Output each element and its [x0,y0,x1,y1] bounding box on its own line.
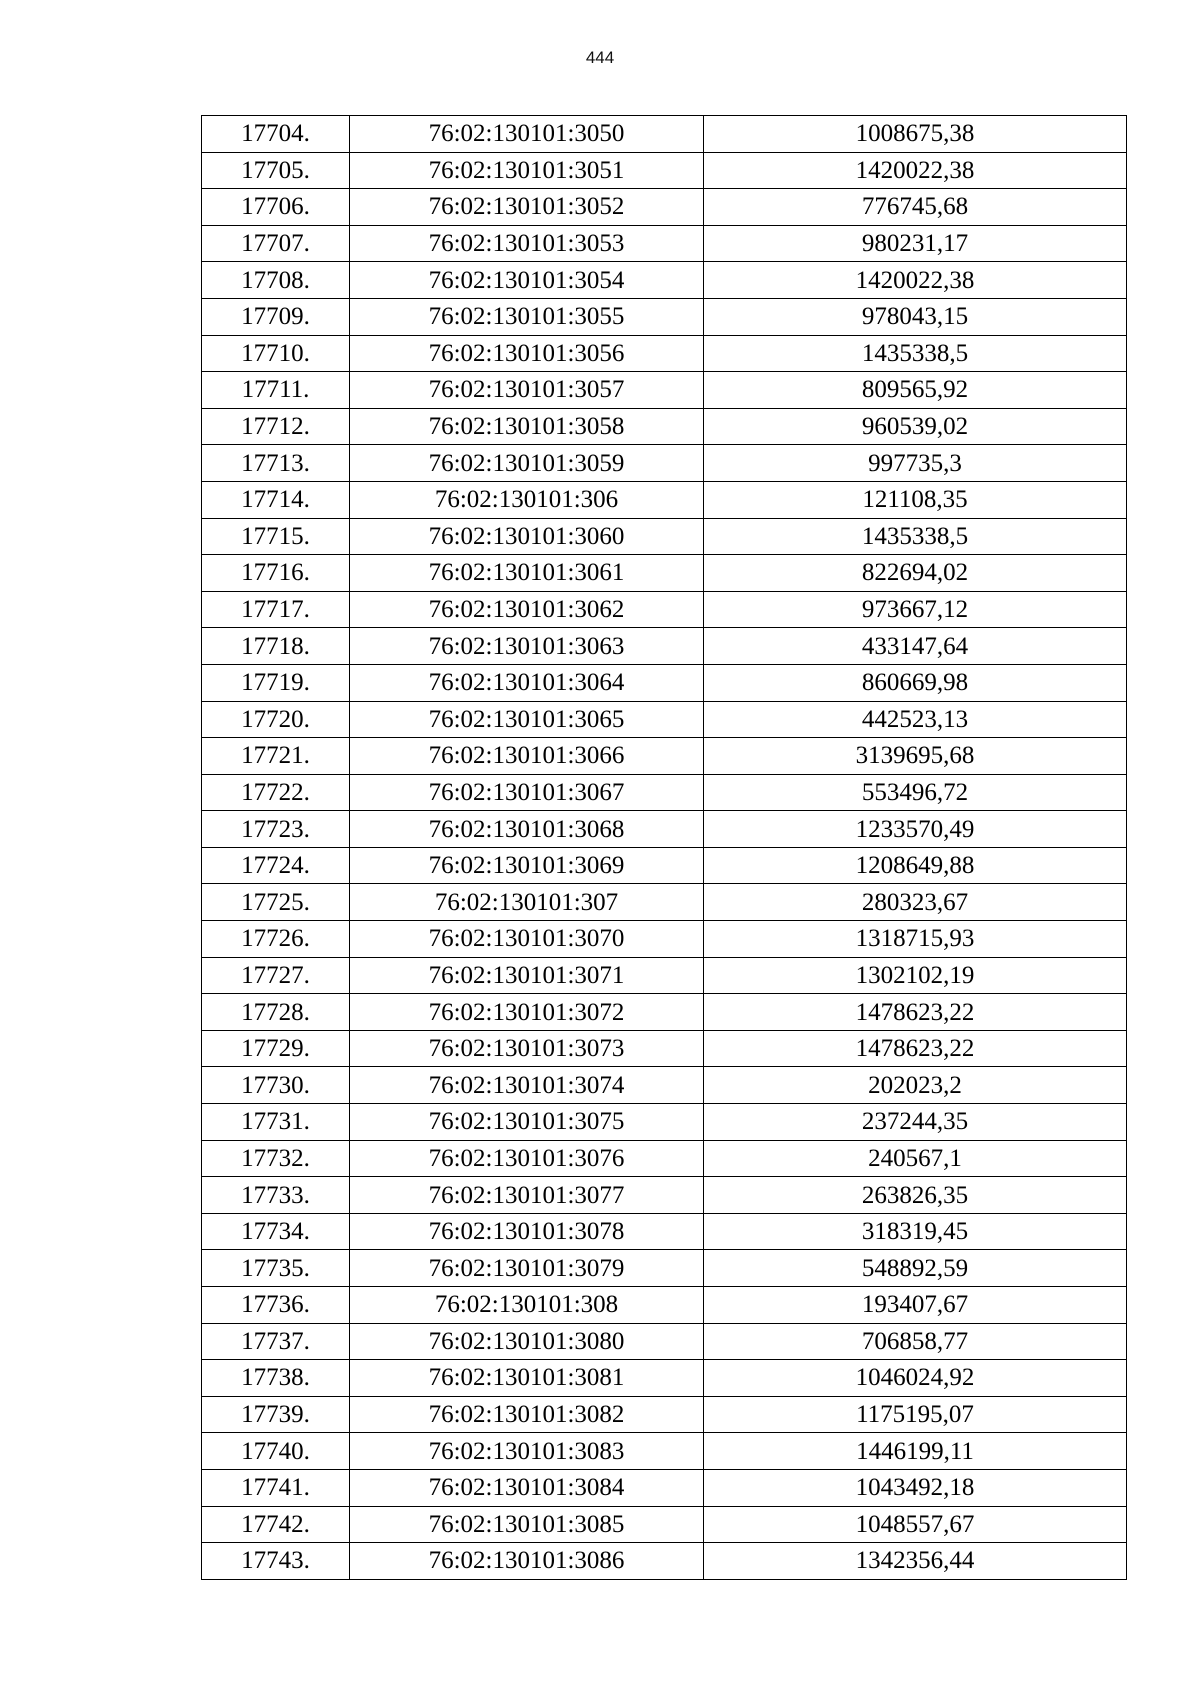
cadastral-value-cell: 240567,1 [704,1140,1127,1177]
cadastral-value-cell: 263826,35 [704,1177,1127,1214]
cadastral-value-cell: 1478623,22 [704,994,1127,1031]
cadastral-number-cell: 76:02:130101:3063 [350,628,704,665]
row-number-cell: 17730. [202,1067,350,1104]
cadastral-number-cell: 76:02:130101:3069 [350,847,704,884]
row-number-cell: 17732. [202,1140,350,1177]
cadastral-number-cell: 76:02:130101:3054 [350,262,704,299]
table-row [202,189,1127,226]
cadastral-number-cell: 76:02:130101:3083 [350,1433,704,1470]
table-row [202,628,1127,665]
table-row [202,298,1127,335]
cadastral-number-cell: 76:02:130101:3070 [350,921,704,958]
cadastral-value-cell: 1318715,93 [704,921,1127,958]
row-number-cell: 17727. [202,957,350,994]
table-row [202,372,1127,409]
table-row [202,555,1127,592]
row-number-cell: 17708. [202,262,350,299]
row-number-cell: 17719. [202,664,350,701]
table-row [202,262,1127,299]
row-number-cell: 17742. [202,1506,350,1543]
table-row [202,664,1127,701]
cadastral-number-cell: 76:02:130101:3074 [350,1067,704,1104]
cadastral-value-cell: 280323,67 [704,884,1127,921]
cadastral-value-cell: 978043,15 [704,298,1127,335]
row-number-cell: 17722. [202,774,350,811]
row-number-cell: 17726. [202,921,350,958]
row-number-cell: 17721. [202,738,350,775]
cadastral-number-cell: 76:02:130101:3065 [350,701,704,738]
table-row [202,1360,1127,1397]
cadastral-value-cell: 553496,72 [704,774,1127,811]
table-row [202,518,1127,555]
cadastral-value-cell: 1048557,67 [704,1506,1127,1543]
table-row [202,884,1127,921]
cadastral-number-cell: 76:02:130101:3072 [350,994,704,1031]
table-row [202,701,1127,738]
cadastral-value-cell: 121108,35 [704,481,1127,518]
table-row [202,1506,1127,1543]
table-row [202,116,1127,153]
row-number-cell: 17711. [202,372,350,409]
page-number: 444 [585,48,615,67]
row-number-cell: 17716. [202,555,350,592]
cadastral-value-cell: 1302102,19 [704,957,1127,994]
table-row [202,1213,1127,1250]
table-row [202,1140,1127,1177]
row-number-cell: 17707. [202,225,350,262]
cadastral-number-cell: 76:02:130101:3066 [350,738,704,775]
row-number-cell: 17709. [202,298,350,335]
cadastral-value-cell: 548892,59 [704,1250,1127,1287]
cadastral-number-cell: 76:02:130101:3051 [350,152,704,189]
table-row [202,1067,1127,1104]
cadastral-number-cell: 76:02:130101:3068 [350,811,704,848]
table-row [202,1030,1127,1067]
row-number-cell: 17736. [202,1287,350,1324]
row-number-cell: 17725. [202,884,350,921]
cadastral-number-cell: 76:02:130101:3060 [350,518,704,555]
cadastral-value-cell: 193407,67 [704,1287,1127,1324]
cadastral-number-cell: 76:02:130101:3061 [350,555,704,592]
cadastral-value-cell: 1435338,5 [704,335,1127,372]
cadastral-value-cell: 1008675,38 [704,116,1127,153]
cadastral-number-cell: 76:02:130101:3067 [350,774,704,811]
row-number-cell: 17706. [202,189,350,226]
row-number-cell: 17743. [202,1543,350,1580]
table-row [202,1250,1127,1287]
cadastral-number-cell: 76:02:130101:3077 [350,1177,704,1214]
row-number-cell: 17731. [202,1104,350,1141]
cadastral-number-cell: 76:02:130101:3082 [350,1396,704,1433]
cadastral-value-cell: 973667,12 [704,591,1127,628]
table-row [202,1177,1127,1214]
cadastral-number-cell: 76:02:130101:3073 [350,1030,704,1067]
table-row [202,335,1127,372]
cadastral-number-cell: 76:02:130101:3053 [350,225,704,262]
cadastral-number-cell: 76:02:130101:3050 [350,116,704,153]
cadastral-value-table [201,115,1127,1580]
cadastral-number-cell: 76:02:130101:3055 [350,298,704,335]
cadastral-value-cell: 3139695,68 [704,738,1127,775]
cadastral-number-cell: 76:02:130101:3084 [350,1469,704,1506]
row-number-cell: 17735. [202,1250,350,1287]
table-row [202,774,1127,811]
row-number-cell: 17705. [202,152,350,189]
table-row [202,1396,1127,1433]
cadastral-number-cell: 76:02:130101:3078 [350,1213,704,1250]
cadastral-number-cell: 76:02:130101:3059 [350,445,704,482]
cadastral-number-cell: 76:02:130101:3075 [350,1104,704,1141]
cadastral-number-cell: 76:02:130101:3064 [350,664,704,701]
table-row [202,445,1127,482]
table-row [202,994,1127,1031]
cadastral-number-cell: 76:02:130101:3071 [350,957,704,994]
cadastral-number-cell: 76:02:130101:307 [350,884,704,921]
cadastral-value-cell: 997735,3 [704,445,1127,482]
row-number-cell: 17718. [202,628,350,665]
cadastral-value-cell: 1342356,44 [704,1543,1127,1580]
row-number-cell: 17738. [202,1360,350,1397]
table-row [202,1543,1127,1580]
cadastral-number-cell: 76:02:130101:3056 [350,335,704,372]
table-row [202,152,1127,189]
cadastral-value-cell: 433147,64 [704,628,1127,665]
row-number-cell: 17733. [202,1177,350,1214]
cadastral-value-cell: 1046024,92 [704,1360,1127,1397]
row-number-cell: 17729. [202,1030,350,1067]
cadastral-value-cell: 822694,02 [704,555,1127,592]
cadastral-number-cell: 76:02:130101:3080 [350,1323,704,1360]
table-row [202,1469,1127,1506]
cadastral-number-cell: 76:02:130101:3076 [350,1140,704,1177]
table-row [202,1287,1127,1324]
cadastral-value-cell: 442523,13 [704,701,1127,738]
row-number-cell: 17717. [202,591,350,628]
cadastral-value-cell: 960539,02 [704,408,1127,445]
cadastral-value-cell: 1420022,38 [704,262,1127,299]
cadastral-value-cell: 1043492,18 [704,1469,1127,1506]
table-row [202,225,1127,262]
cadastral-value-cell: 237244,35 [704,1104,1127,1141]
cadastral-value-cell: 706858,77 [704,1323,1127,1360]
row-number-cell: 17728. [202,994,350,1031]
table-row [202,811,1127,848]
cadastral-number-cell: 76:02:130101:3079 [350,1250,704,1287]
table-row [202,957,1127,994]
cadastral-number-cell: 76:02:130101:3086 [350,1543,704,1580]
cadastral-value-cell: 1446199,11 [704,1433,1127,1470]
row-number-cell: 17737. [202,1323,350,1360]
row-number-cell: 17734. [202,1213,350,1250]
row-number-cell: 17714. [202,481,350,518]
cadastral-number-cell: 76:02:130101:3081 [350,1360,704,1397]
cadastral-value-cell: 1233570,49 [704,811,1127,848]
cadastral-value-cell: 1208649,88 [704,847,1127,884]
cadastral-value-cell: 809565,92 [704,372,1127,409]
cadastral-number-cell: 76:02:130101:3062 [350,591,704,628]
table-row [202,591,1127,628]
row-number-cell: 17720. [202,701,350,738]
table-row [202,921,1127,958]
row-number-cell: 17713. [202,445,350,482]
cadastral-number-cell: 76:02:130101:3085 [350,1506,704,1543]
cadastral-number-cell: 76:02:130101:308 [350,1287,704,1324]
table-row [202,481,1127,518]
table-row [202,1323,1127,1360]
cadastral-number-cell: 76:02:130101:306 [350,481,704,518]
row-number-cell: 17710. [202,335,350,372]
cadastral-number-cell: 76:02:130101:3052 [350,189,704,226]
row-number-cell: 17739. [202,1396,350,1433]
cadastral-value-cell: 1478623,22 [704,1030,1127,1067]
cadastral-number-cell: 76:02:130101:3058 [350,408,704,445]
row-number-cell: 17715. [202,518,350,555]
row-number-cell: 17712. [202,408,350,445]
cadastral-value-cell: 202023,2 [704,1067,1127,1104]
row-number-cell: 17723. [202,811,350,848]
cadastral-value-cell: 980231,17 [704,225,1127,262]
cadastral-value-cell: 776745,68 [704,189,1127,226]
cadastral-number-cell: 76:02:130101:3057 [350,372,704,409]
cadastral-value-cell: 1435338,5 [704,518,1127,555]
table-row [202,738,1127,775]
cadastral-value-cell: 1175195,07 [704,1396,1127,1433]
table-body [202,116,1127,1580]
table-row [202,1433,1127,1470]
table-row [202,408,1127,445]
table-row [202,1104,1127,1141]
table-row [202,847,1127,884]
row-number-cell: 17741. [202,1469,350,1506]
cadastral-value-cell: 318319,45 [704,1213,1127,1250]
row-number-cell: 17724. [202,847,350,884]
cadastral-value-cell: 1420022,38 [704,152,1127,189]
row-number-cell: 17740. [202,1433,350,1470]
cadastral-value-cell: 860669,98 [704,664,1127,701]
row-number-cell: 17704. [202,116,350,153]
